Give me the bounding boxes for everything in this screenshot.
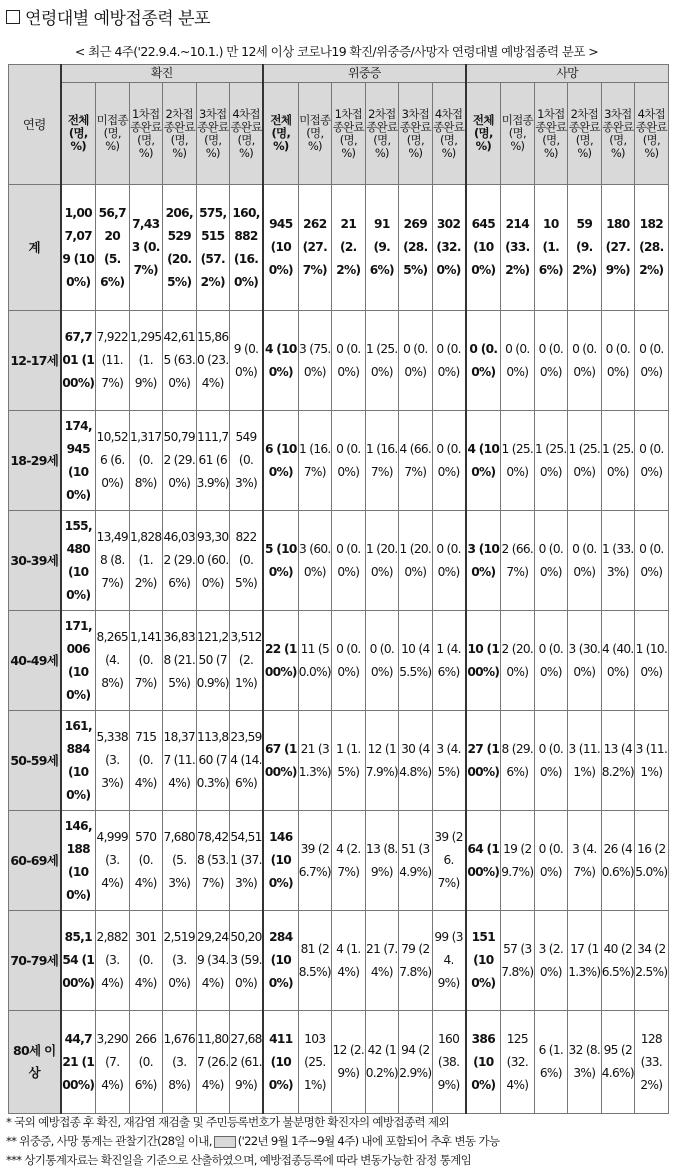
table-cell: 81 (28.5%) [298, 911, 332, 1011]
table-cell: 3 (11.1%) [635, 711, 669, 811]
table-cell: 4 (66.7%) [399, 411, 433, 511]
table-cell: 155,480 (100%) [61, 511, 96, 611]
table-cell: 0 (0.0%) [432, 511, 466, 611]
header-age: 연령 [9, 65, 61, 185]
table-cell: 13 (48.2%) [601, 711, 635, 811]
header-col: 1차접종완료 (명, %) [129, 83, 163, 185]
table-row [9, 311, 669, 411]
table-cell: 0 (0.0%) [534, 811, 568, 911]
table-cell: 95 (24.6%) [601, 1011, 635, 1114]
table-cell: 1 (25.0%) [534, 411, 568, 511]
table-cell: 17 (11.3%) [568, 911, 602, 1011]
table-cell: 94 (22.9%) [399, 1011, 433, 1114]
table-cell: 3 (75.0%) [298, 311, 332, 411]
table-cell: 1 (20.0%) [365, 511, 399, 611]
footnote-2-text-a: ** 위중증, 사망 통계는 관찰기간(28일 이내, [6, 1134, 212, 1148]
table-cell: 0 (0.0%) [534, 511, 568, 611]
header-col: 1차접종완료 (명, %) [332, 83, 366, 185]
table-cell: 0 (0.0%) [432, 411, 466, 511]
table-row [9, 1011, 669, 1114]
table-caption: < 최근 4주('22.9.4.~10.1.) 만 12세 이상 코로나19 확진/위중증/사망자 연령대별 예방접종력 분포 > [74, 44, 599, 59]
page-title-text: 연령대별 예방접종력 분포 [25, 9, 210, 29]
table-cell: 302 (32.0%) [432, 185, 466, 311]
table-cell: 160 (38.9%) [432, 1011, 466, 1114]
row-age-label: 계 [9, 185, 61, 311]
table-cell: 15,860 (23.4%) [196, 311, 230, 411]
table-cell: 42,615 (63.0%) [163, 311, 197, 411]
table-cell: 3,290 (7.4%) [96, 1011, 130, 1114]
footnote-2-text-b: ('22년 9월 1주~9월 4주) 내에 포함되어 추후 변동 가능 [237, 1134, 500, 1148]
table-cell: 1 (16.7%) [298, 411, 332, 511]
row-age-label: 18-29세 [9, 411, 61, 511]
table-cell: 0 (0.0%) [568, 311, 602, 411]
table-cell: 1,007,079 (100%) [61, 185, 96, 311]
header-group: 확진 [61, 65, 264, 83]
header-col: 3차접종완료 (명, %) [399, 83, 433, 185]
table-cell: 0 (0.0%) [365, 611, 399, 711]
row-age-label: 70-79세 [9, 911, 61, 1011]
table-cell: 67,701 (100%) [61, 311, 96, 411]
table-cell: 64 (100%) [466, 811, 501, 911]
table-cell: 111,761 (63.9%) [196, 411, 230, 511]
table-cell: 1,676 (3.8%) [163, 1011, 197, 1114]
vaccination-table [8, 64, 669, 1114]
table-cell: 1,295 (1.9%) [129, 311, 163, 411]
table-cell: 4,999 (3.4%) [96, 811, 130, 911]
table-cell: 0 (0.0%) [635, 311, 669, 411]
table-cell: 1 (33.3%) [601, 511, 635, 611]
table-cell: 0 (0.0%) [332, 411, 366, 511]
table-cell: 22 (100%) [263, 611, 298, 711]
table-cell: 44,721 (100%) [61, 1011, 96, 1114]
table-cell: 1 (20.0%) [399, 511, 433, 611]
table-cell: 50,792 (29.0%) [163, 411, 197, 511]
header-col: 2차접종완료 (명, %) [568, 83, 602, 185]
table-cell: 1 (25.0%) [501, 411, 535, 511]
table-cell: 0 (0.0%) [534, 711, 568, 811]
table-cell: 79 (27.8%) [399, 911, 433, 1011]
table-cell: 7,680 (5.3%) [163, 811, 197, 911]
header-col: 1차접종완료 (명, %) [534, 83, 568, 185]
table-cell: 27,682 (61.9%) [230, 1011, 264, 1114]
table-cell: 10 (100%) [466, 611, 501, 711]
header-col: 4차접종완료 (명, %) [432, 83, 466, 185]
table-cell: 3 (4.5%) [432, 711, 466, 811]
table-cell: 161,884 (100%) [61, 711, 96, 811]
row-age-label: 30-39세 [9, 511, 61, 611]
table-cell: 1 (25.0%) [365, 311, 399, 411]
table-row [9, 911, 669, 1011]
table-cell: 570 (0.4%) [129, 811, 163, 911]
table-cell: 57 (37.8%) [501, 911, 535, 1011]
footnote-1: * 국외 예방접종 후 확진, 재감염 재검출 및 주민등록번호가 불분명한 확진자의 예방접종력 제외 [6, 1115, 449, 1129]
table-cell: 549 (0.3%) [230, 411, 264, 511]
table-cell: 7,922 (11.7%) [96, 311, 130, 411]
table-cell: 0 (0.0%) [332, 611, 366, 711]
table-cell: 160,882 (16.0%) [230, 185, 264, 311]
table-cell: 128 (33.2%) [635, 1011, 669, 1114]
table-cell: 284 (100%) [263, 911, 298, 1011]
footnote-3: *** 상기통계자료는 확진일을 기준으로 산출하였으며, 예방접종등록에 따라 변동가능한 잠정 통계임 [6, 1153, 472, 1167]
table-cell: 1 (25.0%) [568, 411, 602, 511]
table-cell: 1,317 (0.8%) [129, 411, 163, 511]
table-cell: 59 (9.2%) [568, 185, 602, 311]
table-cell: 174,945 (100%) [61, 411, 96, 511]
table-cell: 575,515 (57.2%) [196, 185, 230, 311]
table-cell: 3 (60.0%) [298, 511, 332, 611]
checkbox-square-icon [6, 10, 20, 24]
table-cell: 411 (100%) [263, 1011, 298, 1114]
table-cell: 715 (0.4%) [129, 711, 163, 811]
table-row [9, 611, 669, 711]
table-cell: 5 (100%) [263, 511, 298, 611]
row-age-label: 80세 이상 [9, 1011, 61, 1114]
table-cell: 39 (26.7%) [298, 811, 332, 911]
header-col: 2차접종완료 (명, %) [365, 83, 399, 185]
header-col: 2차접종완료 (명, %) [163, 83, 197, 185]
table-cell: 10 (45.5%) [399, 611, 433, 711]
table-cell: 2 (66.7%) [501, 511, 535, 611]
table-cell: 3 (11.1%) [568, 711, 602, 811]
table-cell: 51 (34.9%) [399, 811, 433, 911]
table-cell: 0 (0.0%) [466, 311, 501, 411]
table-cell: 1,141 (0.7%) [129, 611, 163, 711]
table-cell: 4 (40.0%) [601, 611, 635, 711]
table-cell: 0 (0.0%) [601, 311, 635, 411]
table-cell: 0 (0.0%) [568, 511, 602, 611]
table-cell: 91 (9.6%) [365, 185, 399, 311]
table-cell: 146 (100%) [263, 811, 298, 911]
table-cell: 36,838 (21.5%) [163, 611, 197, 711]
table-cell: 125 (32.4%) [501, 1011, 535, 1114]
table-cell: 99 (34.9%) [432, 911, 466, 1011]
table-cell: 56,720 (5.6%) [96, 185, 130, 311]
table-cell: 11 (50.0%) [298, 611, 332, 711]
row-age-label: 40-49세 [9, 611, 61, 711]
table-cell: 78,428 (53.7%) [196, 811, 230, 911]
header-col: 3차접종완료 (명, %) [196, 83, 230, 185]
table-cell: 0 (0.0%) [432, 311, 466, 411]
table-cell: 262 (27.7%) [298, 185, 332, 311]
table-cell: 8 (29.6%) [501, 711, 535, 811]
header-group: 사망 [466, 65, 669, 83]
table-cell: 50,203 (59.0%) [230, 911, 264, 1011]
table-cell: 1 (16.7%) [365, 411, 399, 511]
table-cell: 4 (1.4%) [332, 911, 366, 1011]
table-cell: 12 (2.9%) [332, 1011, 366, 1114]
table-cell: 146,188 (100%) [61, 811, 96, 911]
table-cell: 2,519 (3.0%) [163, 911, 197, 1011]
table-cell: 206,529 (20.5%) [163, 185, 197, 311]
table-cell: 822 (0.5%) [230, 511, 264, 611]
table-cell: 151 (100%) [466, 911, 501, 1011]
table-cell: 1,828 (1.2%) [129, 511, 163, 611]
table-cell: 29,249 (34.4%) [196, 911, 230, 1011]
table-cell: 46,032 (29.6%) [163, 511, 197, 611]
table-cell: 21 (2.2%) [332, 185, 366, 311]
table-cell: 1 (10.0%) [635, 611, 669, 711]
table-cell: 32 (8.3%) [568, 1011, 602, 1114]
table-cell: 10 (1.6%) [534, 185, 568, 311]
table-cell: 0 (0.0%) [501, 311, 535, 411]
table-row [9, 711, 669, 811]
footnote-2 [6, 1132, 499, 1151]
table-cell: 13,498 (8.7%) [96, 511, 130, 611]
header-col: 3차접종완료 (명, %) [601, 83, 635, 185]
header-group: 위중증 [263, 65, 466, 83]
table-cell: 645 (100%) [466, 185, 501, 311]
table-cell: 1 (4.6%) [432, 611, 466, 711]
table-row [9, 811, 669, 911]
table-cell: 67 (100%) [263, 711, 298, 811]
table-cell: 0 (0.0%) [635, 411, 669, 511]
table-cell: 7,433 (0.7%) [129, 185, 163, 311]
table-cell: 3 (100%) [466, 511, 501, 611]
header-col: 미접종 (명, %) [96, 83, 130, 185]
row-age-label: 60-69세 [9, 811, 61, 911]
table-cell: 18,377 (11.4%) [163, 711, 197, 811]
header-col: 4차접종완료 (명, %) [230, 83, 264, 185]
table-cell: 0 (0.0%) [332, 511, 366, 611]
table-cell: 34 (22.5%) [635, 911, 669, 1011]
table-cell: 6 (1.6%) [534, 1011, 568, 1114]
table-cell: 10,526 (6.0%) [96, 411, 130, 511]
table-cell: 85,154 (100%) [61, 911, 96, 1011]
table-cell: 301 (0.4%) [129, 911, 163, 1011]
table-cell: 0 (0.0%) [534, 611, 568, 711]
header-col: 전체 (명, %) [61, 83, 96, 185]
table-cell: 2 (20.0%) [501, 611, 535, 711]
table-cell: 93,300 (60.0%) [196, 511, 230, 611]
table-cell: 182 (28.2%) [635, 185, 669, 311]
table-cell: 42 (10.2%) [365, 1011, 399, 1114]
table-cell: 39 (26.7%) [432, 811, 466, 911]
table-cell: 269 (28.5%) [399, 185, 433, 311]
table-cell: 103 (25.1%) [298, 1011, 332, 1114]
table-cell: 0 (0.0%) [332, 311, 366, 411]
row-age-label: 50-59세 [9, 711, 61, 811]
table-cell: 180 (27.9%) [601, 185, 635, 311]
table-cell: 0 (0.0%) [399, 311, 433, 411]
header-col: 전체 (명, %) [263, 83, 298, 185]
table-cell: 6 (100%) [263, 411, 298, 511]
header-col: 4차접종완료 (명, %) [635, 83, 669, 185]
table-cell: 40 (26.5%) [601, 911, 635, 1011]
table-cell: 11,807 (26.4%) [196, 1011, 230, 1114]
header-col: 미접종 (명, %) [501, 83, 535, 185]
table-row [9, 511, 669, 611]
table-cell: 121,250 (70.9%) [196, 611, 230, 711]
table-cell: 4 (100%) [263, 311, 298, 411]
table-cell: 19 (29.7%) [501, 811, 535, 911]
table-cell: 30 (44.8%) [399, 711, 433, 811]
table-cell: 23,594 (14.6%) [230, 711, 264, 811]
table-cell: 4 (100%) [466, 411, 501, 511]
table-cell: 386 (100%) [466, 1011, 501, 1114]
header-col: 미접종 (명, %) [298, 83, 332, 185]
table-cell: 13 (8.9%) [365, 811, 399, 911]
table-cell: 16 (25.0%) [635, 811, 669, 911]
table-cell: 3 (30.0%) [568, 611, 602, 711]
table-cell: 3,512 (2.1%) [230, 611, 264, 711]
row-age-label: 12-17세 [9, 311, 61, 411]
table-cell: 266 (0.6%) [129, 1011, 163, 1114]
table-cell: 5,338 (3.3%) [96, 711, 130, 811]
page-title [6, 4, 210, 29]
table-cell: 171,006 (100%) [61, 611, 96, 711]
table-cell: 21 (31.3%) [298, 711, 332, 811]
header-col: 전체 (명, %) [466, 83, 501, 185]
table-cell: 12 (17.9%) [365, 711, 399, 811]
table-cell: 214 (33.2%) [501, 185, 535, 311]
table-cell: 3 (2.0%) [534, 911, 568, 1011]
table-cell: 54,511 (37.3%) [230, 811, 264, 911]
table-cell: 0 (0.0%) [534, 311, 568, 411]
table-cell: 3 (4.7%) [568, 811, 602, 911]
table-cell: 4 (2.7%) [332, 811, 366, 911]
footnotes [6, 1113, 499, 1170]
table-cell: 8,265 (4.8%) [96, 611, 130, 711]
table-cell: 2,882 (3.4%) [96, 911, 130, 1011]
table-cell: 21 (7.4%) [365, 911, 399, 1011]
table-cell: 1 (1.5%) [332, 711, 366, 811]
table-cell: 1 (25.0%) [601, 411, 635, 511]
table-row [9, 185, 669, 311]
table-cell: 26 (40.6%) [601, 811, 635, 911]
table-cell: 9 (0.0%) [230, 311, 264, 411]
table-cell: 27 (100%) [466, 711, 501, 811]
table-row [9, 411, 669, 511]
table-cell: 945 (100%) [263, 185, 298, 311]
highlight-swatch-icon [214, 1136, 236, 1148]
table-cell: 113,860 (70.3%) [196, 711, 230, 811]
table-cell: 0 (0.0%) [635, 511, 669, 611]
